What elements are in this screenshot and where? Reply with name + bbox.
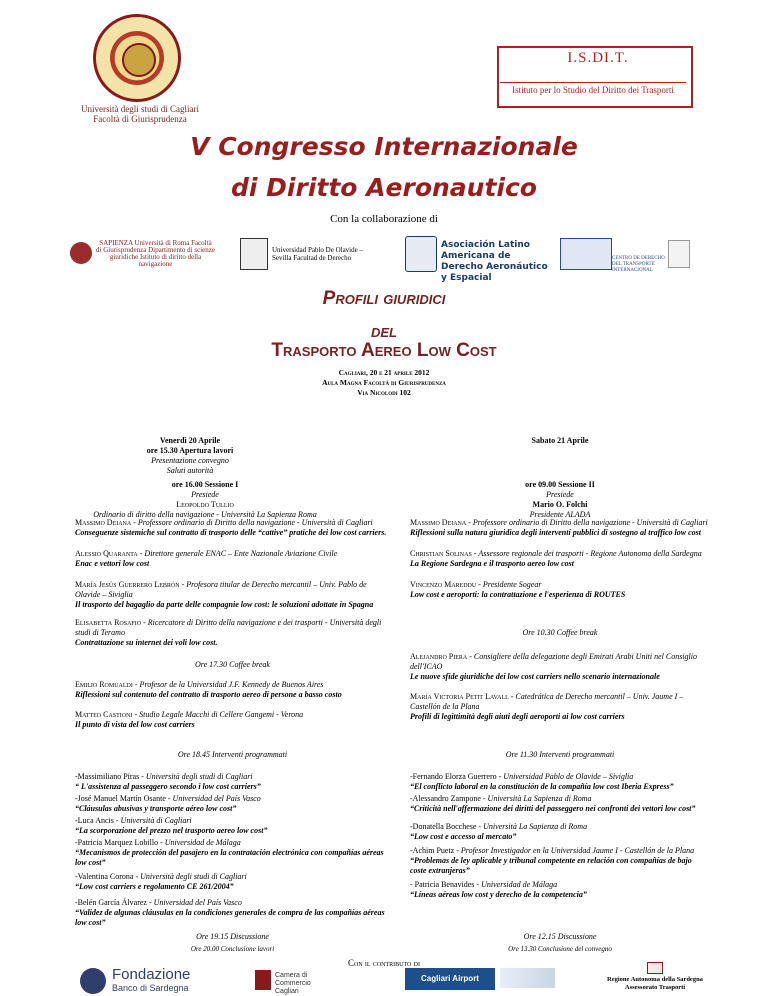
talk-left-6: Matteo Castioni - Studio Legale Macchi di Cellere Gangemi - Verona Il punto di vista del low cost carriers: [75, 710, 304, 729]
short-talk-left-4: -Patricia Marquez Lobillo - Universidad de Málaga “Mecanismos de protección del pasajero en la contratación electrónica con compañías aéreas low cost”: [75, 838, 384, 867]
subject-line1: Profili giuridici: [322, 288, 446, 309]
conclusion-right: Ore 13.30 Conclusione del convegno: [508, 945, 612, 953]
regione-emblem-icon: [647, 962, 663, 974]
upo-logo: Universidad Pablo De Olavide – Sevilla Facultad de Derecho: [240, 238, 380, 270]
session2-chair: ore 09.00 Sessione II Presiede Mario O. Folchi Presidente ALADA: [525, 480, 595, 519]
camera-mark-icon: [255, 970, 271, 990]
alade-logo: Asociación Latino Americana de Derecho Aeronáutico y Espacial: [405, 236, 550, 270]
coffee-break-left: Ore 17.30 Coffee break: [195, 660, 270, 669]
day2-header: Sabato 21 Aprile: [531, 436, 589, 445]
short-talk-left-1: -Massimiliano Piras - Università degli studi di Cagliari “ L'assistenza al passeggero secondo i low cost carriers”: [75, 772, 261, 791]
short-talk-left-6: -Belén García Álvarez - Universidad del País Vasco “Validez de algunas cláusulas en la condiciones generales de compra de las compañías aéreas low cost”: [75, 898, 385, 927]
alade-emblem-icon: [405, 236, 437, 272]
contribution-label: Con il contributo di: [348, 958, 420, 968]
talk-left-3: María Jesús Guerrero Lebrón - Profesora titular de Derecho mercantil – Univ. Pablo de Olavide – Siviglia Il trasporto del bagaglio da parte delle compagnie low cost: le soluzioni adottate in Spagna: [75, 580, 374, 609]
fondazione-mark-icon: [80, 968, 106, 994]
isdit-logo-subtitle: Istituto per lo Studio del Diritto dei Trasporti: [500, 82, 686, 95]
talk-left-2: Alessio Quaranta - Direttore generale ENAC – Ente Nazionale Aviazione Civile Enac e vettori low cost: [75, 549, 338, 568]
regione-sardegna-logo: Regione Autonoma della Sardegna Assessorato Trasporti: [600, 962, 710, 992]
cost-logo: CENTRO DE DERECHO DEL TRANSPORTE INTERNACIONAL: [560, 238, 690, 272]
talk-right-3: Vincenzo Mareddu - Presidente Sogear Low cost e aeroporti: la contrattazione e l'esperienza di ROUTES: [410, 580, 626, 599]
camera-commercio-logo: Camera di Commercio Cagliari: [255, 968, 335, 994]
talk-right-4: Alejandro Piera - Consigliere della delegazione degli Emirati Arabi Uniti nel Consiglio dell'ICAO Le nuove sfide giuridiche dei low cost carriers nello scenario internazionale: [410, 652, 697, 681]
short-talk-left-2: -José Manuel Martín Osante - Universidad del País Vasco “Cláusulas abusivas y transporte aéreo low cost”: [75, 794, 261, 813]
coffee-break-right: Ore 10.30 Coffee break: [522, 628, 598, 637]
subject-line2: del: [371, 321, 397, 341]
scheduled-talks-right: Ore 11.30 Interventi programmati: [505, 750, 615, 759]
sapienza-seal-icon: [70, 242, 92, 264]
collaboration-label: Con la collaborazione di: [330, 213, 438, 225]
day1-header: Venerdì 20 Aprile ore 15.30 Apertura lavori Presentazione convegno Saluti autorità: [146, 436, 234, 475]
cagliari-airport-logo: Cagliari Airport: [405, 968, 495, 990]
short-talk-right-3: -Donatella Bocchese - Università La Sapienza di Roma “Low cost e accesso al mercato”: [410, 822, 588, 841]
fondazione-logo: Fondazione Banco di Sardegna: [80, 966, 250, 996]
university-name: Università degli studi di Cagliari Facoltà di Giurisprudenza: [81, 104, 199, 124]
cost-mark-icon: [560, 238, 612, 270]
short-talk-right-5: - Patricia Benavides - Universidad de Málaga “Líneas aéreas low cost y derecho de la competencia”: [410, 880, 587, 899]
talk-right-5: María Victoria Petit Lavall - Catedrática de Derecho mercantil – Univ. Jaume I – Castellón de la Plana Profili di legittimità degli aiuti degli aeroporti ai low cost carriers: [410, 692, 684, 721]
scheduled-talks-left: Ore 18.45 Interventi programmati: [177, 750, 288, 759]
short-talk-left-5: -Valentina Corona - Università degli studi di Cagliari “Low cost carriers e regolamento CE 261/2004”: [75, 872, 247, 891]
session1-chair: ore 16.00 Sessione I Presiede Leopoldo Tullio Ordinario di diritto della navigazione - Università La Sapienza Roma: [93, 480, 317, 519]
talk-right-1: Massimo Deiana - Professore ordinario di Diritto della navigazione - Università di Cagliari Riflessioni sulla natura giuridica degli interventi pubblici di sostegno al traffico low cost: [410, 518, 708, 537]
upo-emblem-icon: [240, 238, 268, 270]
isdit-logo-title: I.S.DI.T.: [567, 50, 629, 66]
short-talk-right-4: -Achim Puetz - Profesor Investigador en la Universidad Jaume I - Castellón de la Plana “Problemas de ley aplicable y tribunal competente en relación con compañías de bajo coste extranjeras”: [410, 846, 695, 875]
short-talk-right-1: -Fernando Elorza Guerrero - Universidad Pablo de Olavide – Siviglia “El conflicto laboral en la constitución de la compañía low cost Iberia Express”: [410, 772, 674, 791]
subject-line3: Trasporto Aereo Low Cost: [271, 340, 497, 361]
talk-left-5: Emilio Romualdi - Profesor de la Universidad J.F. Kennedy de Buenos Aires Riflessioni sul contenuto del contratto di trasporto aereo di persone a basso costo: [75, 680, 342, 699]
university-mark-icon: [668, 240, 690, 268]
short-talk-right-2: -Alessandro Zampone - Università La Sapienza di Roma “Criticità nell'affermazione dei diritti del passeggero nei confronti dei vettori low cost”: [410, 794, 696, 813]
talk-left-4: Elisabetta Rosafio - Ricercatore di Diritto della navigazione e dei trasporti - Università degli studi di Teramo Contrattazione su internet dei voli low cost.: [75, 618, 382, 647]
conclusion-left: Ore 20.00 Conclusione lavori: [190, 945, 275, 953]
venue-info: Cagliari, 20 e 21 aprile 2012 Aula Magna Facoltà di Giurisprudenza Via Nicolodi 102: [322, 368, 446, 397]
university-seal-logo: [93, 14, 181, 102]
discussion-left: Ore 19.15 Discussione: [196, 932, 269, 941]
talk-left-1: Massimo Deiana - Professore ordinario di Diritto della navigazione - Università di Cagliari Conseguenze sistemiche sul contratto di trasporto delle “cattive” pratiche dei low cost carriers.: [75, 518, 387, 537]
congress-title-line1: V Congresso Internazionale: [190, 132, 578, 161]
sapienza-logo: SAPIENZA Università di Roma Facoltà di Giurisprudenza Dipartimento di scienze giuridiche Istituto di diritto della navigazione: [70, 240, 215, 268]
airplane-image: [500, 968, 555, 988]
short-talk-left-3: -Luca Ancis - Università di Cagliari “La scorporazione del prezzo nel trasporto aereo low cost”: [75, 816, 268, 835]
congress-title-line2: di Diritto Aeronautico: [231, 173, 537, 202]
discussion-right: Ore 12.15 Discussione: [523, 932, 597, 941]
talk-right-2: Christian Solinas - Assessore regionale dei trasporti - Regione Autonoma della Sardegna La Regione Sardegna e il trasporto aereo low cost: [410, 549, 702, 568]
